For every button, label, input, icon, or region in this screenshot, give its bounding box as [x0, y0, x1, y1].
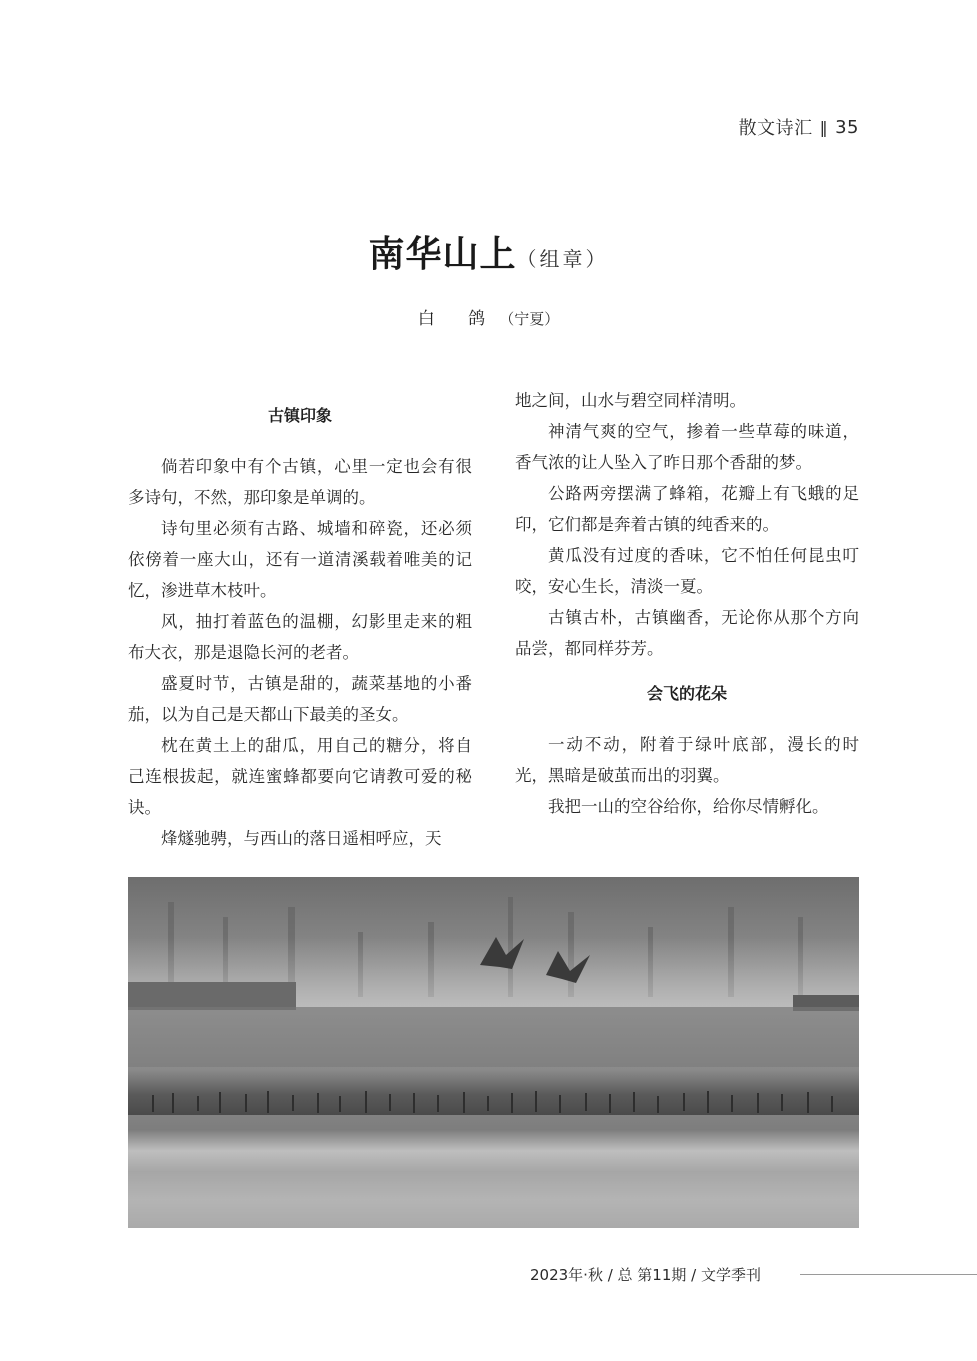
header-separator: ‖ [819, 117, 829, 137]
cranes-photo [128, 877, 859, 1228]
header-section: 散文诗汇 [738, 118, 813, 139]
paragraph: 枕在黄土上的甜瓜，用自己的糖分，将自己连根拔起，就连蜜蜂都要向它请教可爱的秘诀。 [128, 736, 472, 817]
paragraph: 诗句里必须有古路、城墙和碎瓷，还必须依傍着一座大山，还有一道清溪载着唯美的记忆，渗进草木枝叶。 [128, 519, 472, 600]
paragraph: 盛夏时节，古镇是甜的，蔬菜基地的小番茄，以为自己是天都山下最美的圣女。 [128, 674, 472, 724]
paragraph: 倘若印象中有个古镇，心里一定也会有很多诗句，不然，那印象是单调的。 [128, 457, 472, 507]
paragraph: 黄瓜没有过度的香味，它不怕任何昆虫叮咬，安心生长，清淡一夏。 [515, 546, 859, 596]
paragraph: 风，抽打着蓝色的温棚，幻影里走来的粗布大衣，那是退隐长河的老者。 [128, 612, 472, 662]
paragraph: 烽燧驰骋，与西山的落日遥相呼应，天 [161, 829, 442, 848]
article-title [0, 226, 977, 277]
title-main: 南华山上 [368, 233, 517, 275]
running-header [739, 114, 859, 140]
paragraph: 古镇古朴，古镇幽香，无论你从那个方向品尝，都同样芬芳。 [515, 608, 859, 658]
footer-issue-info: 2023年·秋 / 总 第11期 / 文学季刊 [530, 1266, 761, 1284]
author-name: 白 鸽 [417, 309, 500, 329]
paragraph: 一动不动，附着于绿叶底部，漫长的时光，黑暗是破茧而出的羽翼。 [515, 735, 859, 785]
left-column [128, 385, 472, 854]
paragraph: 我把一山的空谷给你，给你尽情孵化。 [548, 797, 829, 816]
paragraph: 公路两旁摆满了蜂箱，花瓣上有飞蛾的足印，它们都是奔着古镇的纯香来的。 [515, 484, 859, 534]
reed-bed [128, 1007, 859, 1067]
footer-rule [800, 1274, 977, 1275]
section-title-ancient-town: 古镇印象 [267, 406, 332, 425]
author-line [0, 304, 977, 329]
title-sub: （组章） [516, 247, 609, 271]
water-reflection [128, 1115, 859, 1228]
paragraph: 神清气爽的空气，掺着一些草莓的味道，香气浓的让人坠入了昨日那个香甜的梦。 [515, 422, 859, 472]
page-number: 35 [835, 116, 859, 138]
farm-building-left [128, 982, 296, 1010]
paragraph-continuation: 地之间，山水与碧空同样清明。 [515, 391, 746, 410]
cranes-photo-svg [128, 877, 859, 1228]
author-region: （宁夏） [499, 310, 560, 328]
right-column [515, 385, 859, 822]
section-title-flying-flowers: 会飞的花朵 [646, 684, 727, 703]
